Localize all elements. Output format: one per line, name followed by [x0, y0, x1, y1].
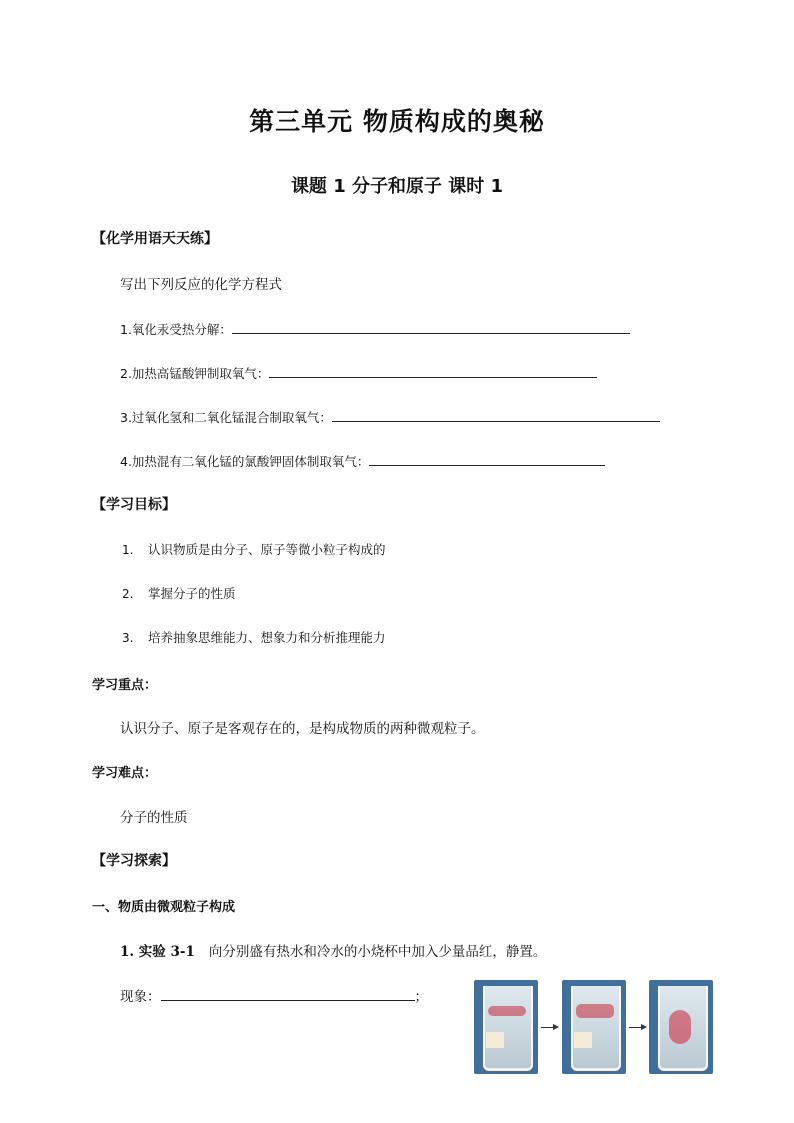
key-points-label: 学习重点： — [92, 678, 158, 693]
goal-number: 1. — [122, 543, 134, 557]
daily-practice-heading: 【化学用语天天练】 — [92, 231, 218, 247]
equation-item-label: 1.氧化汞受热分解： — [120, 322, 232, 337]
page-title: 第三单元 物质构成的奥秘 — [249, 107, 545, 136]
equation-item-label: 2.加热高锰酸钾制取氧气： — [120, 366, 270, 381]
experiment-line — [120, 940, 546, 960]
difficulties-label: 学习难点： — [92, 766, 158, 781]
arrow-head-icon — [553, 1024, 559, 1030]
beaker-photo-2 — [562, 980, 626, 1074]
answer-blank[interactable] — [232, 318, 630, 334]
goal-number: 2. — [122, 587, 134, 601]
beaker-photo-3 — [649, 980, 713, 1074]
equation-item-3 — [120, 406, 660, 426]
equation-item-2 — [120, 362, 597, 382]
key-points-text: 认识分子、原子是客观存在的，是构成物质的两种微观粒子。 — [120, 721, 485, 737]
equation-item-label: 3.过氧化氢和二氧化锰混合制取氧气： — [120, 410, 332, 425]
explore-subheading: 一、物质由微观粒子构成 — [92, 900, 236, 915]
observation-label: 现象： — [120, 989, 161, 1005]
daily-practice-intro: 写出下列反应的化学方程式 — [120, 277, 282, 293]
observation-end: ； — [414, 989, 428, 1005]
goal-item — [122, 584, 236, 602]
page-subtitle: 课题 1 分子和原子 课时 1 — [290, 176, 504, 197]
learning-goals-heading: 【学习目标】 — [92, 497, 176, 513]
observation-line — [120, 985, 428, 1005]
beaker-photo-1 — [474, 980, 538, 1074]
equation-item-1 — [120, 318, 630, 338]
goal-text: 掌握分子的性质 — [148, 586, 236, 601]
answer-blank[interactable] — [269, 362, 597, 378]
difficulties-text: 分子的性质 — [120, 810, 188, 826]
answer-blank[interactable] — [332, 406, 660, 422]
arrow-head-icon — [641, 1024, 647, 1030]
equation-item-label: 4.加热混有二氧化锰的氯酸钾固体制取氧气： — [120, 454, 370, 469]
goal-item — [122, 540, 386, 558]
answer-blank[interactable] — [161, 985, 415, 1001]
goal-number: 3. — [122, 631, 134, 645]
answer-blank[interactable] — [369, 450, 605, 466]
experiment-label: 1. 实验 3-1 — [120, 944, 195, 960]
experiment-text: 向分别盛有热水和冷水的小烧杯中加入少量品红，静置。 — [208, 944, 547, 960]
goal-text: 培养抽象思维能力、想象力和分析推理能力 — [148, 630, 386, 645]
explore-heading: 【学习探索】 — [92, 853, 176, 869]
goal-item — [122, 628, 386, 646]
equation-item-4 — [120, 450, 605, 470]
goal-text: 认识物质是由分子、原子等微小粒子构成的 — [148, 542, 386, 557]
